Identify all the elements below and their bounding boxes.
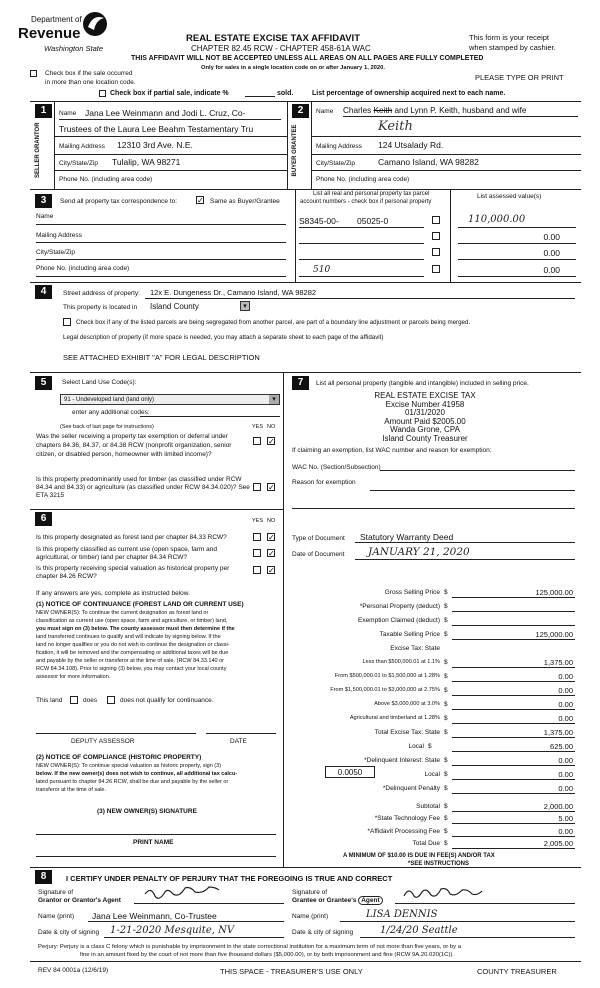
s6-q1-yes-checkbox[interactable] bbox=[253, 533, 261, 541]
s5-question-1: Was the seller receiving a property tax exemption or deferral under chapters 84.36, 84.37, or 84.38 RCW (nonprofit organization, senior citizen, or disabled person, homeowner with limited income)? bbox=[36, 433, 232, 458]
notice-continuance-line-3: you must sign on (3) below. The county assessor must then determine if the bbox=[36, 626, 235, 632]
notice-continuance-line-4: land transferred continues to qualify and will indicate by signing below. If the bbox=[36, 634, 221, 640]
grantor-date-city[interactable]: 1-21-2020 Mesquite, NV bbox=[110, 925, 235, 936]
assessed-value-4[interactable]: 0.00 bbox=[543, 265, 560, 275]
if-any-yes-label: If any answers are yes, complete as instructed below. bbox=[36, 590, 190, 597]
calc-row-label: Local bbox=[408, 743, 424, 750]
type-of-document-value[interactable]: Statutory Warranty Deed bbox=[360, 532, 454, 542]
s5-q1-yes-checkbox[interactable] bbox=[253, 437, 261, 445]
receipt-line-2: when stamped by cashier. bbox=[469, 43, 556, 52]
buyer-city-state-zip[interactable]: Camano Island, WA 98282 bbox=[378, 157, 479, 167]
calc-row-value[interactable]: 0.00 bbox=[558, 784, 573, 793]
s6-yes-label: YES bbox=[252, 518, 264, 524]
form-title: REAL ESTATE EXCISE TAX AFFIDAVIT bbox=[186, 33, 361, 44]
local-rate-box[interactable]: 0.0050 bbox=[325, 766, 375, 778]
type-of-document-label: Type of Document bbox=[292, 535, 345, 542]
multi-location-label-2: in more than one location code. bbox=[45, 79, 136, 86]
calc-row-label: *Personal Property (deduct) bbox=[359, 603, 440, 610]
s1-name-label: Name bbox=[59, 110, 77, 117]
assessed-value-1[interactable]: 110,000.00 bbox=[468, 214, 526, 225]
multi-location-checkbox[interactable] bbox=[30, 70, 37, 77]
section-3-number: 3 bbox=[35, 194, 52, 208]
notice-continuance-line-9: assessor for more information. bbox=[36, 674, 111, 680]
calc-row-value[interactable]: 0.00 bbox=[558, 770, 573, 779]
perjury-line-2: fine in an amount fixed by the court of not more than five thousand dollars ($5,000.00), or by both imprisonment and fine (RCW 9A.20.020(1C)). bbox=[80, 952, 454, 958]
s5-no-label: NO bbox=[267, 424, 276, 430]
claim-exemption-label: If claiming an exemption, list WAC number and reason for exemption: bbox=[292, 447, 492, 454]
s1-city-label: City/State/Zip bbox=[59, 160, 99, 167]
multi-location-label-1: Check box if the sale occurred bbox=[45, 70, 133, 77]
notice-compliance-heading: (2) NOTICE OF COMPLIANCE (HISTORIC PROPERTY) bbox=[36, 754, 202, 761]
s3-phone-label: Phone No. (including area code) bbox=[36, 265, 130, 272]
s6-q2-yes-checkbox[interactable] bbox=[253, 549, 261, 557]
s6-question-2: Is this property classified as current use (open space, farm and agricultural, or timber) land per chapter 84.34 RCW? bbox=[36, 546, 218, 561]
calc-row-value[interactable]: 1,375.00 bbox=[543, 658, 573, 667]
s2-name-label: Name bbox=[316, 108, 334, 115]
partial-sale-label: Check box if partial sale, indicate % bbox=[110, 90, 229, 97]
calc-row-value[interactable]: 125,000.00 bbox=[535, 630, 573, 639]
certify-statement: I CERTIFY UNDER PENALTY OF PERJURY THAT THE FOREGOING IS TRUE AND CORRECT bbox=[66, 874, 393, 883]
calc-row-value[interactable]: 2,005.00 bbox=[543, 839, 573, 848]
reason-exemption-label: Reason for exemption bbox=[292, 479, 356, 486]
s5-q2-no-checkbox[interactable]: ✓ bbox=[268, 483, 275, 492]
county-treasurer-label: COUNTY TREASURER bbox=[477, 967, 557, 976]
state-label: Washington State bbox=[44, 44, 104, 53]
personal-property-checkbox-3[interactable] bbox=[432, 248, 440, 256]
notice-continuance-line-8: RCW 84.34.108). Prior to signing (3) below, you may contact your local county bbox=[36, 666, 227, 672]
seller-city-state-zip[interactable]: Tulalip, WA 98271 bbox=[112, 157, 181, 167]
does-label: does bbox=[83, 697, 98, 704]
see-instructions-label: (See back of last page for instructions) bbox=[60, 424, 154, 430]
excise-stamp: REAL ESTATE EXCISE TAX Excise Number 41958 01/31/2020 Amount Paid $2005.00 Wanda Grone, CPA Island County Treasurer bbox=[374, 391, 476, 443]
calc-row-label: Above $3,000,000 at 3.0% bbox=[374, 701, 440, 707]
calc-row-label: From $1,500,000.01 to $3,000,000 at 2.75% bbox=[330, 687, 440, 693]
calc-row-label: From $500,000.01 to $1,500,000 at 1.28% bbox=[334, 673, 440, 679]
notice-compliance-line-2: below. If the new owner(s) does not wish to continue, all additional tax calcu- bbox=[36, 771, 238, 777]
assessed-value-header: List assessed value(s) bbox=[477, 193, 542, 200]
this-land-label: This land bbox=[36, 697, 63, 704]
calc-row-label: Less than $500,000.01 at 1.1% bbox=[362, 659, 440, 665]
seller-name-line2[interactable]: Trustees of the Laura Lee Beahm Testamentary Tru bbox=[59, 124, 254, 134]
personal-property-list-label: List all personal property (tangible and intangible) included in selling price. bbox=[316, 380, 529, 387]
s3-mail-label: Mailing Address bbox=[36, 232, 82, 239]
ownership-note: List percentage of ownership acquired next to each name. bbox=[312, 90, 506, 97]
s2-phone-label: Phone No. (including area code) bbox=[316, 176, 410, 183]
land-does-checkbox[interactable] bbox=[70, 696, 78, 704]
receipt-line-1: This form is your receipt bbox=[469, 33, 550, 42]
parcel-list-header-2: account numbers - check box if personal property bbox=[300, 199, 432, 205]
legal-description-label: Legal description of property (if more space is needed, you may attach a separate sheet to each page of the affidavit) bbox=[63, 334, 384, 341]
notice-continuance-line-6: fication, it will be removed and the compensating or additional taxes will be due bbox=[36, 650, 229, 656]
grantor-signature[interactable] bbox=[140, 884, 250, 902]
calc-row-value[interactable]: 625.00 bbox=[550, 742, 573, 751]
partial-sale-checkbox[interactable] bbox=[99, 90, 106, 97]
calc-row-label: Gross Selling Price bbox=[384, 589, 440, 596]
same-as-buyer-checkbox[interactable]: ✓ bbox=[197, 196, 204, 205]
notice-continuance-heading: (1) NOTICE OF CONTINUANCE (FOREST LAND OR CURRENT USE) bbox=[36, 601, 244, 608]
send-correspondence-label: Send all property tax correspondence to: bbox=[60, 198, 178, 205]
s5-yes-label: YES bbox=[252, 424, 264, 430]
partial-sale-field[interactable] bbox=[245, 89, 275, 97]
s3-city-label: City/State/Zip bbox=[36, 249, 76, 256]
treasurer-use-label: THIS SPACE - TREASURER'S USE ONLY bbox=[220, 967, 363, 976]
grantee-name-label: Name (print) bbox=[292, 913, 329, 920]
calc-row-value[interactable]: 0.00 bbox=[558, 672, 573, 681]
exhibit-a-text: SEE ATTACHED EXHIBIT "A" FOR LEGAL DESCRIPTION bbox=[63, 353, 260, 362]
county-select[interactable]: Island County bbox=[150, 302, 199, 311]
calc-row-value[interactable]: 1,375.00 bbox=[543, 728, 573, 737]
grantor-sig-label-1: Signature of bbox=[38, 889, 74, 896]
s6-q2-no-checkbox[interactable]: ✓ bbox=[268, 549, 275, 558]
land-use-dropdown-icon[interactable]: ▾ bbox=[269, 395, 279, 404]
parcel-list-header-1: List all real and personal property tax parcel bbox=[313, 191, 430, 197]
calc-row-value[interactable]: 0.00 bbox=[558, 714, 573, 723]
calc-row-value[interactable]: 0.00 bbox=[558, 686, 573, 695]
calc-row-value[interactable]: 0.00 bbox=[558, 700, 573, 709]
calc-row-label: Total Due bbox=[412, 840, 440, 847]
date-of-document-label: Date of Document bbox=[292, 551, 345, 558]
additional-codes-label: enter any additional codes: bbox=[72, 409, 150, 416]
seller-grantor-label: SELLER GRANTOR bbox=[35, 122, 41, 178]
type-or-print: PLEASE TYPE OR PRINT bbox=[475, 73, 564, 82]
does-not-qualify-label: does not qualify for continuance. bbox=[120, 697, 214, 704]
located-in-label: This property is located in bbox=[63, 304, 138, 311]
personal-property-checkbox-1[interactable] bbox=[432, 216, 440, 224]
s6-question-1: Is this property designated as forest land per chapter 84.33 RCW? bbox=[36, 534, 227, 541]
buyer-mailing-address[interactable]: 124 Utsalady Rd. bbox=[378, 140, 444, 150]
calc-row-label: Subtotal bbox=[416, 803, 440, 810]
form-revision: REV 84 0001a (12/6/19) bbox=[38, 967, 109, 974]
calc-row-value[interactable]: 0.00 bbox=[558, 756, 573, 765]
calc-row-label: *State Technology Fee bbox=[374, 815, 440, 822]
deputy-date-label: DATE bbox=[230, 738, 247, 745]
personal-property-checkbox-2[interactable] bbox=[432, 232, 440, 240]
calc-row-label: Local bbox=[424, 771, 440, 778]
parcel-number[interactable]: S8345-00- bbox=[299, 216, 339, 226]
section-7-number: 7 bbox=[292, 376, 309, 390]
grantor-date-label: Date & city of signing bbox=[38, 929, 100, 936]
s1-phone-label: Phone No. (including area code) bbox=[59, 176, 153, 183]
grantee-signature[interactable] bbox=[400, 884, 510, 902]
segregate-label: Check box if any of the listed parcels are being segregated from another parcel, are part of a boundary line adjustment or parcels being merged. bbox=[76, 319, 471, 326]
calc-row-label: *Delinquent Interest: State bbox=[364, 757, 440, 764]
buyer-name-line1[interactable]: Charles Keith and Lynn P. Keith, husband and wife bbox=[343, 106, 527, 115]
s2-mail-label: Mailing Address bbox=[316, 143, 362, 150]
dept-label: Department of bbox=[31, 15, 82, 24]
section-5-number: 5 bbox=[35, 376, 52, 390]
minimum-fee-note: A MINIMUM OF $10.00 IS DUE IN FEE(S) AND/OR TAX bbox=[343, 853, 495, 859]
notice-continuance-line-2: classification as current use (open space, farm and agriculture, or timber) land, bbox=[36, 618, 228, 624]
street-address-label: Street address of property: bbox=[63, 290, 140, 297]
calc-row-label: Excise Tax: State bbox=[390, 645, 440, 652]
print-name-label: PRINT NAME bbox=[133, 839, 174, 846]
notice-continuance-line-1: NEW OWNER(S): To continue the current designation as forest land or bbox=[36, 610, 209, 616]
grantor-sig-label-2: Grantor or Grantor's Agent bbox=[38, 897, 121, 904]
seller-mailing-address[interactable]: 12310 3rd Ave. N.E. bbox=[117, 140, 193, 150]
section-1-number: 1 bbox=[35, 104, 52, 118]
parcel-number-suffix[interactable]: 05025-0 bbox=[357, 216, 389, 226]
calc-row-label: Taxable Selling Price bbox=[379, 631, 440, 638]
calc-row-value[interactable]: 125,000.00 bbox=[535, 588, 573, 597]
notice-continuance-line-5: land no longer qualifies or you do not wish to continue the designation or classi- bbox=[36, 642, 230, 648]
date-of-document-value[interactable]: JANUARY 21, 2020 bbox=[368, 546, 470, 558]
section-4-number: 4 bbox=[35, 285, 52, 299]
grantor-name-label: Name (print) bbox=[38, 913, 75, 920]
struck-name: Keith bbox=[373, 106, 393, 115]
grantee-date-label: Date & city of signing bbox=[292, 929, 354, 936]
calc-row-label: Agricultural and timberland at 1.28% bbox=[349, 715, 440, 721]
notice-compliance-line-1: NEW OWNER(S): To continue special valuation as historic property, sign (3) bbox=[36, 763, 222, 769]
county-dropdown-icon[interactable]: ▾ bbox=[240, 301, 250, 311]
notice-compliance-line-4: transferor at the time of sale. bbox=[36, 787, 107, 793]
land-use-select[interactable]: 91 - Undeveloped land (land only) ▾ bbox=[60, 394, 280, 405]
revenue-logo-text: Revenue bbox=[18, 25, 81, 42]
section-6-number: 6 bbox=[35, 512, 52, 526]
s6-q3-yes-checkbox[interactable] bbox=[253, 566, 261, 574]
grantee-sig-label-1: Signature of bbox=[292, 889, 328, 896]
s3-name-label: Name bbox=[36, 213, 54, 220]
select-land-use-label: Select Land Use Code(s): bbox=[62, 379, 137, 386]
grantor-printed-name[interactable]: Jana Lee Weinmann, Co-Trustee bbox=[92, 911, 217, 921]
calc-row-label: Total Excise Tax: State bbox=[374, 729, 440, 736]
same-as-buyer-label: Same as Buyer/Grantee bbox=[210, 198, 280, 205]
street-address-value[interactable]: 12x E. Dungeness Dr., Camano Island, WA 98282 bbox=[150, 288, 317, 297]
s5-question-2: Is this property predominantly used for timber (as classified under RCW 84.34 and 84.33) or agriculture (as classified under RCW 84.34.020)? See ETA 3215 bbox=[36, 476, 250, 499]
see-instructions-note: *SEE INSTRUCTIONS bbox=[408, 861, 470, 867]
form-chapter: CHAPTER 82.45 RCW - CHAPTER 458-61A WAC bbox=[191, 44, 371, 53]
calc-row-label: *Delinquent Penalty bbox=[382, 785, 440, 792]
calc-row-value[interactable]: 2,000.00 bbox=[543, 802, 573, 811]
deputy-assessor-label: DEPUTY ASSESSOR bbox=[71, 738, 135, 745]
sold-label: sold. bbox=[277, 90, 294, 97]
perjury-line-1: Perjury: Perjury is a class C felony which is punishable by imprisonment in the state correctional institution for a maximum term of not more than five years, or by a bbox=[38, 944, 461, 950]
section-2-number: 2 bbox=[292, 104, 309, 118]
notice-continuance-line-7: and payable by the seller or transferor at the time of sale. (RCW 84.33.140 or bbox=[36, 658, 225, 664]
grantee-printed-name[interactable]: LISA DENNIS bbox=[366, 909, 438, 920]
assessed-value-2[interactable]: 0.00 bbox=[543, 232, 560, 242]
buyer-grantee-label: BUYER GRANTEE bbox=[292, 124, 298, 177]
wac-number-label: WAC No. (Section/Subsection) bbox=[292, 464, 381, 471]
new-owner-signature-label: (3) NEW OWNER(S) SIGNATURE bbox=[97, 808, 197, 815]
buyer-name-handwritten: Keith bbox=[378, 119, 413, 134]
personal-property-checkbox-4[interactable] bbox=[432, 265, 440, 273]
calc-row-value[interactable]: 5.00 bbox=[558, 814, 573, 823]
assessed-value-3[interactable]: 0.00 bbox=[543, 248, 560, 258]
single-location-note: Only for sales in a single location code on or after January 1, 2020. bbox=[201, 65, 385, 71]
segregate-checkbox[interactable] bbox=[63, 318, 71, 326]
s5-q2-yes-checkbox[interactable] bbox=[253, 483, 261, 491]
s6-no-label: NO bbox=[267, 518, 276, 524]
grantee-sig-label-2: Grantee or Grantee's Agent bbox=[292, 897, 383, 904]
section-8-number: 8 bbox=[35, 870, 52, 884]
form-warning: THIS AFFIDAVIT WILL NOT BE ACCEPTED UNLESS ALL AREAS ON ALL PAGES ARE FULLY COMPLETED bbox=[131, 55, 484, 62]
s1-mail-label: Mailing Address bbox=[59, 143, 105, 150]
parcel-handwritten-number: 510 bbox=[313, 265, 331, 275]
revenue-logo-icon bbox=[80, 10, 110, 38]
s6-question-3: Is this property receiving special valuation as historical property per chapter 84.26 RCW? bbox=[36, 565, 230, 580]
s2-city-label: City/State/Zip bbox=[316, 160, 356, 167]
seller-name-line1[interactable]: Jana Lee Weinmann and Jodi L. Cruz, Co- bbox=[85, 108, 246, 118]
notice-compliance-line-3: lated pursuant to chapter 84.26 RCW, shall be due and payable by the seller or bbox=[36, 779, 229, 785]
s6-q1-no-checkbox[interactable]: ✓ bbox=[268, 533, 275, 542]
s5-q1-no-checkbox[interactable]: ✓ bbox=[268, 437, 275, 446]
grantee-date-city[interactable]: 1/24/20 Seattle bbox=[380, 925, 458, 936]
calc-row-label: *Affidavit Processing Fee bbox=[367, 828, 440, 835]
land-does-not-checkbox[interactable] bbox=[107, 696, 115, 704]
calc-row-value[interactable]: 0.00 bbox=[558, 827, 573, 836]
calc-row-label: Exemption Claimed (deduct) bbox=[357, 617, 440, 624]
s6-q3-no-checkbox[interactable]: ✓ bbox=[268, 566, 275, 575]
agent-circled: Agent bbox=[358, 896, 382, 905]
